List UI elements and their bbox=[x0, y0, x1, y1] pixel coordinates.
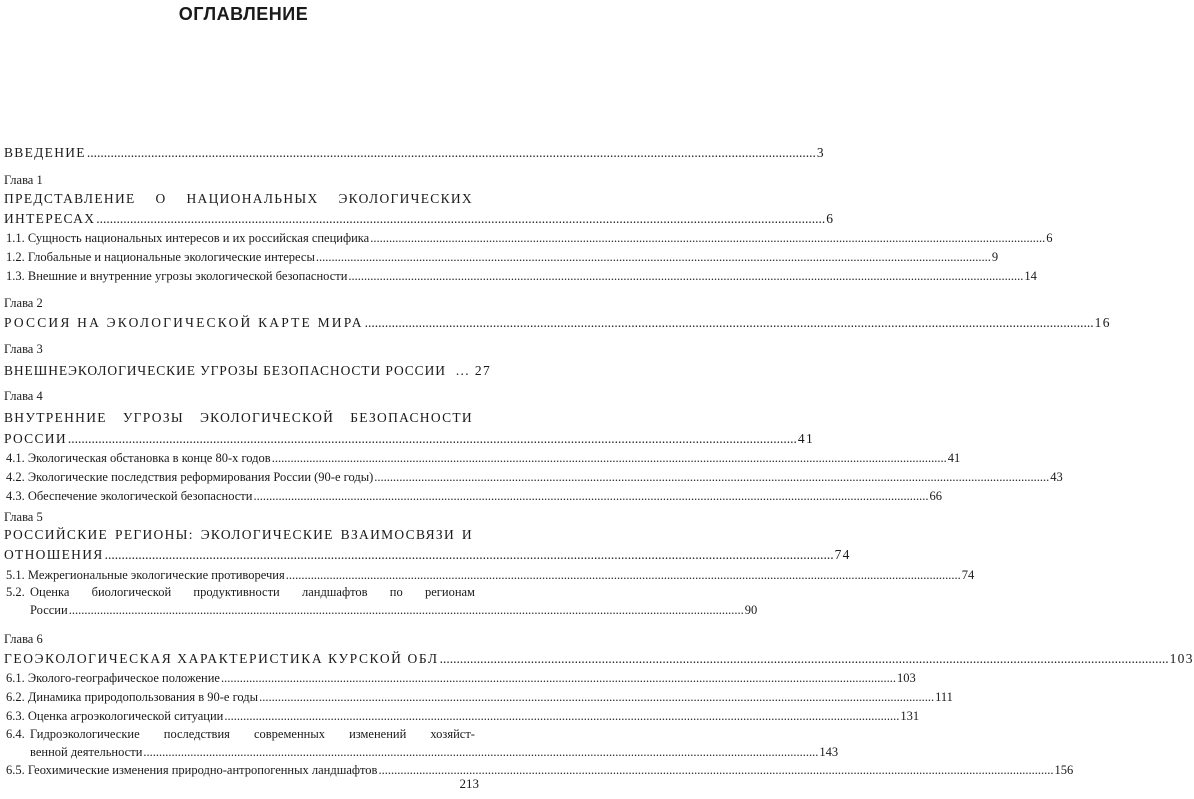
chapter-title-line[interactable]: ПРЕДСТАВЛЕНИЕ О НАЦИОНАЛЬНЫХ ЭКОЛОГИЧЕСКИХ bbox=[4, 191, 473, 206]
toc-entry-chapter-2[interactable] bbox=[0, 315, 1111, 331]
toc-entry-section-wrapped[interactable]: 5.2. Оценка биологической продуктивности ландшафтов по регионам bbox=[6, 585, 475, 599]
chapter-label: Глава 1 bbox=[4, 173, 43, 187]
dot-leader bbox=[253, 489, 928, 504]
chapter-title-line[interactable]: ВНУТРЕННИЕ УГРОЗЫ ЭКОЛОГИЧЕСКОЙ БЕЗОПАСНОСТИ bbox=[4, 410, 473, 425]
page-title: ОГЛАВЛЕНИЕ bbox=[178, 4, 309, 24]
dot-leader bbox=[69, 603, 744, 618]
dot-leader bbox=[286, 568, 961, 583]
toc-entry-title: ОТНОШЕНИЯ bbox=[4, 547, 104, 562]
toc-entry-intro[interactable] bbox=[0, 145, 825, 161]
toc-entry-section[interactable]: 1.1. Сущность национальных интересов и их российская специфика ..... 6 bbox=[0, 231, 497, 246]
toc-entry-chapter-3[interactable] bbox=[0, 363, 494, 379]
toc-page-number: 74 bbox=[834, 547, 851, 562]
toc-entry-chapter-1[interactable] bbox=[0, 211, 835, 227]
dot-leader bbox=[105, 547, 834, 563]
dot-leader bbox=[348, 269, 1023, 284]
toc-entry-section-wrapped[interactable]: 6.4. Гидроэкологические последствия современных изменений хозяйст- bbox=[6, 727, 475, 741]
toc-page-number: 6 bbox=[826, 211, 835, 226]
dot-leader bbox=[370, 231, 1045, 246]
dot-leader bbox=[440, 651, 1169, 667]
chapter-label: Глава 6 bbox=[4, 632, 43, 646]
toc-entry-section[interactable]: 6.3. Оценка агроэкологической ситуации ..... 131 bbox=[0, 709, 497, 724]
toc-entry-title: ВВЕДЕНИЕ bbox=[4, 145, 86, 160]
toc-page-number: 6 bbox=[1046, 231, 1053, 245]
dot-leader bbox=[143, 745, 818, 760]
toc-page-number: 74 bbox=[961, 568, 975, 582]
dot-leader bbox=[68, 431, 797, 447]
toc-entry-title: ГЕОЭКОЛОГИЧЕСКАЯ ХАРАКТЕРИСТИКА КУРСКОЙ ОБЛ bbox=[4, 651, 439, 666]
toc-entry-title: ВНЕШНЕЭКОЛОГИЧЕСКИЕ УГРОЗЫ БЕЗОПАСНОСТИ РОССИИ bbox=[4, 363, 446, 378]
toc-entry-section[interactable]: 1.2. Глобальные и национальные экологические интересы ..... 9 bbox=[0, 250, 497, 265]
toc-entry-chapter-6[interactable] bbox=[0, 651, 1194, 667]
chapter-label: Глава 2 bbox=[4, 296, 43, 310]
toc-page-number: 103 bbox=[896, 671, 916, 685]
dot-leader bbox=[316, 250, 991, 265]
toc-entry-section[interactable]: 4.1. Экологическая обстановка в конце 80-х годов ..... 41 bbox=[0, 451, 497, 466]
toc-page-number: 43 bbox=[1050, 470, 1063, 484]
toc-page-number: 16 bbox=[1094, 315, 1111, 330]
toc-entry-section-cont[interactable]: России ..... 90 bbox=[0, 603, 521, 618]
toc-page-number: 103 bbox=[1169, 651, 1194, 666]
chapter-label: Глава 3 bbox=[4, 342, 43, 356]
dot-leader bbox=[374, 470, 1049, 485]
toc-page-number: 41 bbox=[947, 451, 961, 465]
toc-page-number: 90 bbox=[744, 603, 758, 617]
toc-page-number: 156 bbox=[1054, 763, 1074, 777]
dot-leader bbox=[365, 315, 1094, 331]
toc-entry-section[interactable]: 4.3. Обеспечение экологической безопасности ..... 66 bbox=[0, 489, 497, 504]
toc-entry-title: ИНТЕРЕСАХ bbox=[4, 211, 96, 226]
dot-leader bbox=[87, 145, 816, 161]
toc-page-number: 9 bbox=[991, 250, 999, 264]
toc-page-number: 3 bbox=[816, 145, 825, 160]
toc-entry-title: РОССИЯ НА ЭКОЛОГИЧЕСКОЙ КАРТЕ МИРА bbox=[4, 315, 364, 330]
toc-entry-section[interactable]: 6.1. Эколого-географическое положение ..... 103 bbox=[0, 671, 497, 686]
chapter-title-line[interactable]: РОССИЙСКИЕ РЕГИОНЫ: ЭКОЛОГИЧЕСКИЕ ВЗАИМОСВЯЗИ И bbox=[4, 527, 473, 542]
toc-page-number: 131 bbox=[900, 709, 920, 723]
toc-entry-section[interactable]: 5.1. Межрегиональные экологические противоречия ..... 74 bbox=[0, 568, 497, 583]
toc-entry-chapter-5[interactable] bbox=[0, 547, 851, 563]
page-number: 213 bbox=[459, 776, 479, 791]
dot-leader: ... bbox=[455, 363, 470, 378]
toc-page-number: 14 bbox=[1024, 269, 1037, 283]
toc-entry-section[interactable]: 6.2. Динамика природопользования в 90-е годы ..... 111 bbox=[0, 690, 497, 705]
toc-entry-section[interactable]: 4.2. Экологические последствия реформирования России (90-е годы) ..... 43 bbox=[0, 470, 497, 485]
toc-entry-section-cont[interactable]: венной деятельности ..... 143 bbox=[0, 745, 521, 760]
toc-page-number: 143 bbox=[819, 745, 839, 759]
toc-entry-title: РОССИИ bbox=[4, 431, 67, 446]
chapter-label: Глава 5 bbox=[4, 510, 43, 524]
toc-page-number: 41 bbox=[797, 431, 815, 446]
dot-leader bbox=[259, 690, 934, 705]
toc-page-number: 66 bbox=[929, 489, 942, 503]
dot-leader bbox=[272, 451, 947, 466]
chapter-label: Глава 4 bbox=[4, 389, 43, 403]
dot-leader bbox=[96, 211, 825, 227]
toc-entry-section[interactable]: 6.5. Геохимические изменения природно-антропогенных ландшафтов ..... 156 bbox=[0, 763, 497, 778]
toc-entry-section[interactable]: 1.3. Внешние и внутренние угрозы экологической безопасности ..... 14 bbox=[0, 269, 497, 284]
toc-entry-chapter-4[interactable] bbox=[0, 431, 815, 447]
dot-leader bbox=[221, 671, 896, 686]
toc-page-number: 111 bbox=[935, 690, 953, 704]
dot-leader bbox=[224, 709, 899, 724]
dot-leader bbox=[378, 763, 1053, 778]
toc-page-number: 27 bbox=[474, 363, 491, 378]
